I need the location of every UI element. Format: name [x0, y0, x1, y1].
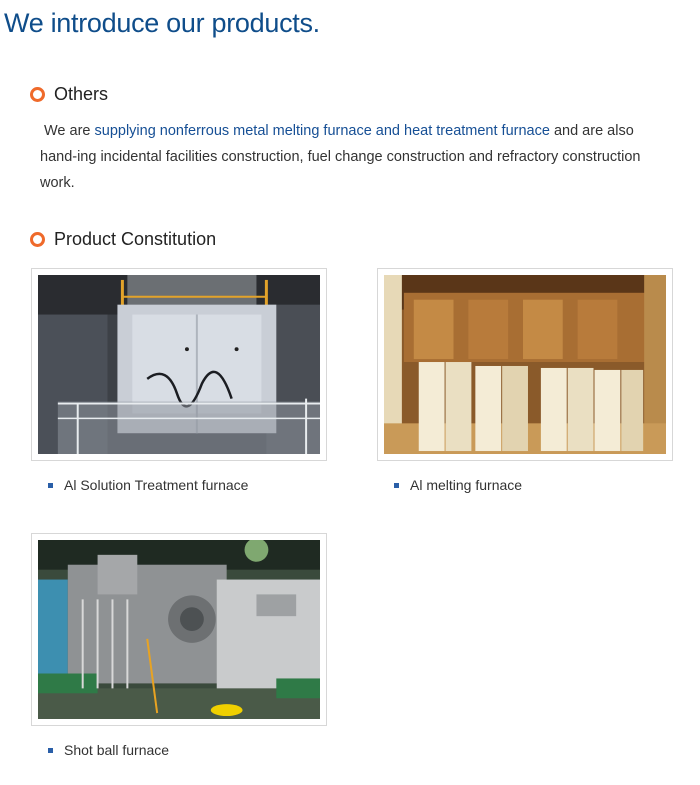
product-image-shot-ball-furnace: [31, 533, 327, 726]
square-bullet-icon: [48, 748, 53, 753]
product-caption-label: Al Solution Treatment furnace: [64, 477, 249, 493]
furnace-photo: [384, 275, 666, 454]
furnace-photo: [38, 540, 320, 719]
circle-bullet-icon: [30, 87, 45, 102]
section-heading-product-constitution: [30, 229, 216, 250]
product-caption-label: Al melting furnace: [410, 477, 523, 493]
intro-text-end: and are also hand-ing incidental facilities construction, fuel change construction and refractory construction work.: [40, 123, 641, 191]
intro-paragraph: [40, 118, 672, 196]
product-image-al-melting-furnace: [377, 268, 673, 461]
circle-bullet-icon: [30, 232, 45, 247]
product-caption: [48, 742, 169, 758]
square-bullet-icon: [394, 483, 399, 488]
product-image-al-solution-treatment-furnace: [31, 268, 327, 461]
section-heading-label: Others: [54, 84, 109, 104]
section-heading-label: Product Constitution: [54, 229, 217, 249]
intro-highlight: supplying nonferrous metal melting furnace and heat treatment furnace: [94, 123, 550, 139]
product-caption-label: Shot ball furnace: [64, 742, 170, 758]
product-caption: [394, 477, 522, 493]
section-heading-others: [30, 84, 108, 105]
product-caption: [48, 477, 248, 493]
furnace-photo: [38, 275, 320, 454]
square-bullet-icon: [48, 483, 53, 488]
page-title: We introduce our products.: [4, 8, 320, 38]
intro-text-start: We are: [44, 123, 95, 139]
